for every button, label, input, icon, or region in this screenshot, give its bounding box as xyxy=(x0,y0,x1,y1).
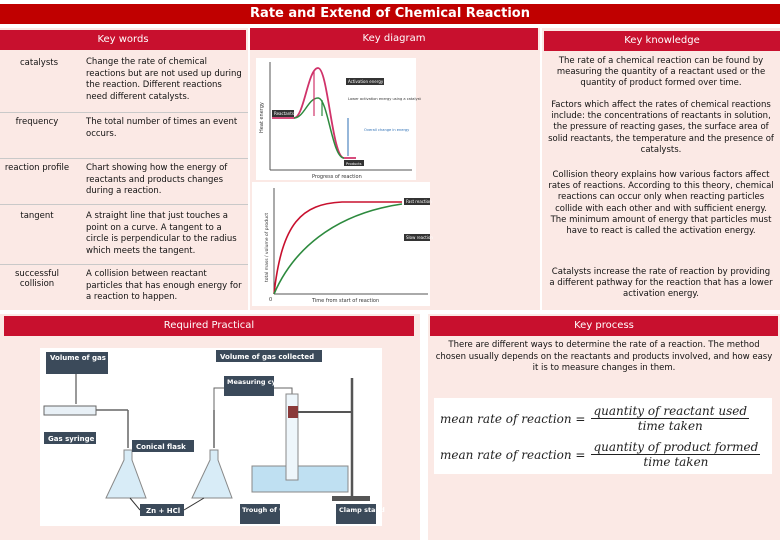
knowledge-paragraph: The rate of a chemical reaction can be found by measuring the quantity of a reactant used or the quantity of product formed over time. xyxy=(556,56,766,89)
required-practical-panel xyxy=(0,314,420,540)
keyword-definition: Change the rate of chemical reactions but are not used up during the reaction. Different reactions need different catalysts. xyxy=(86,57,242,102)
keyword-row xyxy=(0,158,248,205)
knowledge-paragraph: Factors which affect the rates of chemical reactions include: the concentrations of reactants in solution, the pressure of reacting gases, the surface area of solid reactants, the temperature and the presence of catalysts. xyxy=(548,100,774,155)
key-words-heading: Key words xyxy=(0,30,246,50)
profile-y-label: Heat energy xyxy=(259,102,265,133)
formula-1-lhs: mean rate of reaction = xyxy=(440,411,586,426)
formula-2 xyxy=(440,440,760,469)
keyword-term: frequency xyxy=(15,117,59,127)
keyword-definition: A straight line that just touches a point on a curve. A tangent to a circle is perpendicular to the radius which meets the tangent. xyxy=(86,211,237,256)
practical-label-volume2: Volume of gas collected xyxy=(220,353,315,361)
key-process-text: There are different ways to determine the rate of a reaction. The method chosen usually depends on the reactants and products involved, and how easy it is to measure changes in them. xyxy=(435,340,773,373)
reaction-profile-diagram xyxy=(256,58,421,180)
profile-label-products: Products xyxy=(346,162,362,166)
keyword-definition: A collision between reactant particles that has enough energy for a reaction to happen. xyxy=(86,269,242,302)
formula-1-denominator: time taken xyxy=(637,419,703,433)
required-practical-heading: Required Practical xyxy=(4,316,414,336)
page-title: Rate and Extend of Chemical Reaction xyxy=(0,4,780,24)
key-process-heading: Key process xyxy=(430,316,778,336)
practical-apparatus-diagram xyxy=(40,348,385,526)
keyword-term: reaction profile xyxy=(4,163,70,173)
profile-label-reactants: Reactants xyxy=(274,111,294,116)
keyword-definition: Chart showing how the energy of reactants and products changes during a reaction. xyxy=(86,163,228,196)
practical-label-clamp: Clamp stand xyxy=(339,506,385,514)
rate-label-fast: Fast reaction xyxy=(406,199,432,204)
formula-2-lhs: mean rate of reaction = xyxy=(440,447,586,462)
formula-1-numerator: quantity of reactant used xyxy=(593,404,748,418)
practical-label-zn: Zn + HCl xyxy=(146,507,181,515)
formula-2-numerator: quantity of product formed xyxy=(593,440,759,454)
profile-label-activation: Activation energy xyxy=(348,79,384,84)
key-words-panel xyxy=(0,28,248,310)
key-diagram-heading: Key diagram xyxy=(250,28,538,50)
formula-1 xyxy=(440,404,749,433)
keyword-row xyxy=(0,52,248,110)
keyword-row xyxy=(0,264,248,311)
rate-graph-diagram xyxy=(252,182,433,306)
practical-label-trough: Trough of water xyxy=(242,506,301,514)
rate-x-label: Time from start of reaction xyxy=(312,298,380,304)
keyword-term: catalysts xyxy=(20,58,59,68)
formula-2-denominator: time taken xyxy=(643,455,709,469)
rate-y-label: total mass / volume of product xyxy=(265,212,270,282)
practical-label-syringe: Gas syringe xyxy=(48,435,95,443)
keyword-term: tangent xyxy=(20,211,54,221)
key-knowledge-heading: Key knowledge xyxy=(544,31,780,51)
key-process-panel xyxy=(428,314,780,540)
rate-origin: 0 xyxy=(269,297,273,303)
keyword-row xyxy=(0,112,248,159)
rate-label-slow: Slow reaction xyxy=(406,235,433,240)
keyword-definition: The total number of times an event occurs. xyxy=(86,117,238,139)
profile-label-overall: Overall change in energy xyxy=(364,128,410,132)
knowledge-paragraph: Collision theory explains how various factors affect rates of reactions. According to this theory, chemical reactions can occur only when reacting particles collide with each other and with sufficient energy. The minimum amount of energy that particles must have to react is called the activation energy. xyxy=(548,170,774,237)
keyword-term: successful collision xyxy=(15,269,59,289)
practical-label-cylinder: Measuring cylinder xyxy=(227,378,298,386)
profile-x-label: Progress of reaction xyxy=(312,174,362,180)
rate-formulas xyxy=(434,398,772,474)
profile-label-catalyst: Lower activation energy using a catalyst xyxy=(348,97,421,101)
practical-label-volume1: Volume of gas collected xyxy=(50,354,145,362)
practical-label-flask: Conical flask xyxy=(136,443,186,451)
key-diagram-panel xyxy=(250,28,540,310)
keyword-row xyxy=(0,204,248,265)
knowledge-paragraph: Catalysts increase the rate of reaction by providing a different pathway for the reaction that has a lower activation energy. xyxy=(549,267,773,300)
